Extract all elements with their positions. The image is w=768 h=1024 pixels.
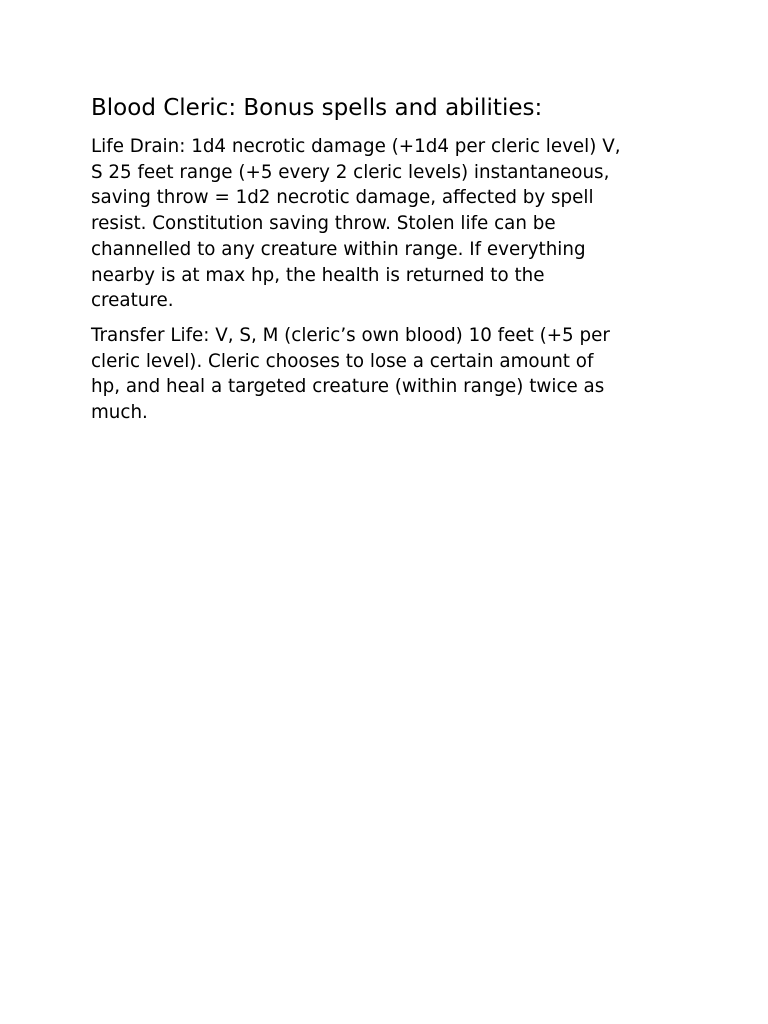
text-line: saving throw = 1d2 necrotic damage, affected by spell — [91, 187, 594, 209]
text-line: resist. Constitution saving throw. Stolen life can be — [91, 213, 556, 235]
text-line: channelled to any creature within range. If everything — [91, 238, 586, 260]
document-content — [91, 93, 691, 435]
paragraph-life-drain — [91, 134, 691, 314]
document-title: Blood Cleric: Bonus spells and abilities: — [91, 95, 543, 121]
text-line: S 25 feet range (+5 every 2 cleric levels) instantaneous, — [91, 161, 610, 183]
text-line: nearby is at max hp, the health is returned to the — [91, 264, 545, 286]
text-line: creature. — [91, 290, 174, 312]
text-line: much. — [91, 402, 148, 424]
paragraph-transfer-life — [91, 323, 691, 426]
text-line: hp, and heal a targeted creature (within range) twice as — [91, 376, 605, 398]
text-line: Transfer Life: V, S, M (cleric’s own blood) 10 feet (+5 per — [91, 324, 610, 346]
text-line: Life Drain: 1d4 necrotic damage (+1d4 per cleric level) V, — [91, 136, 621, 157]
text-line: cleric level). Cleric chooses to lose a certain amount of — [91, 350, 594, 372]
